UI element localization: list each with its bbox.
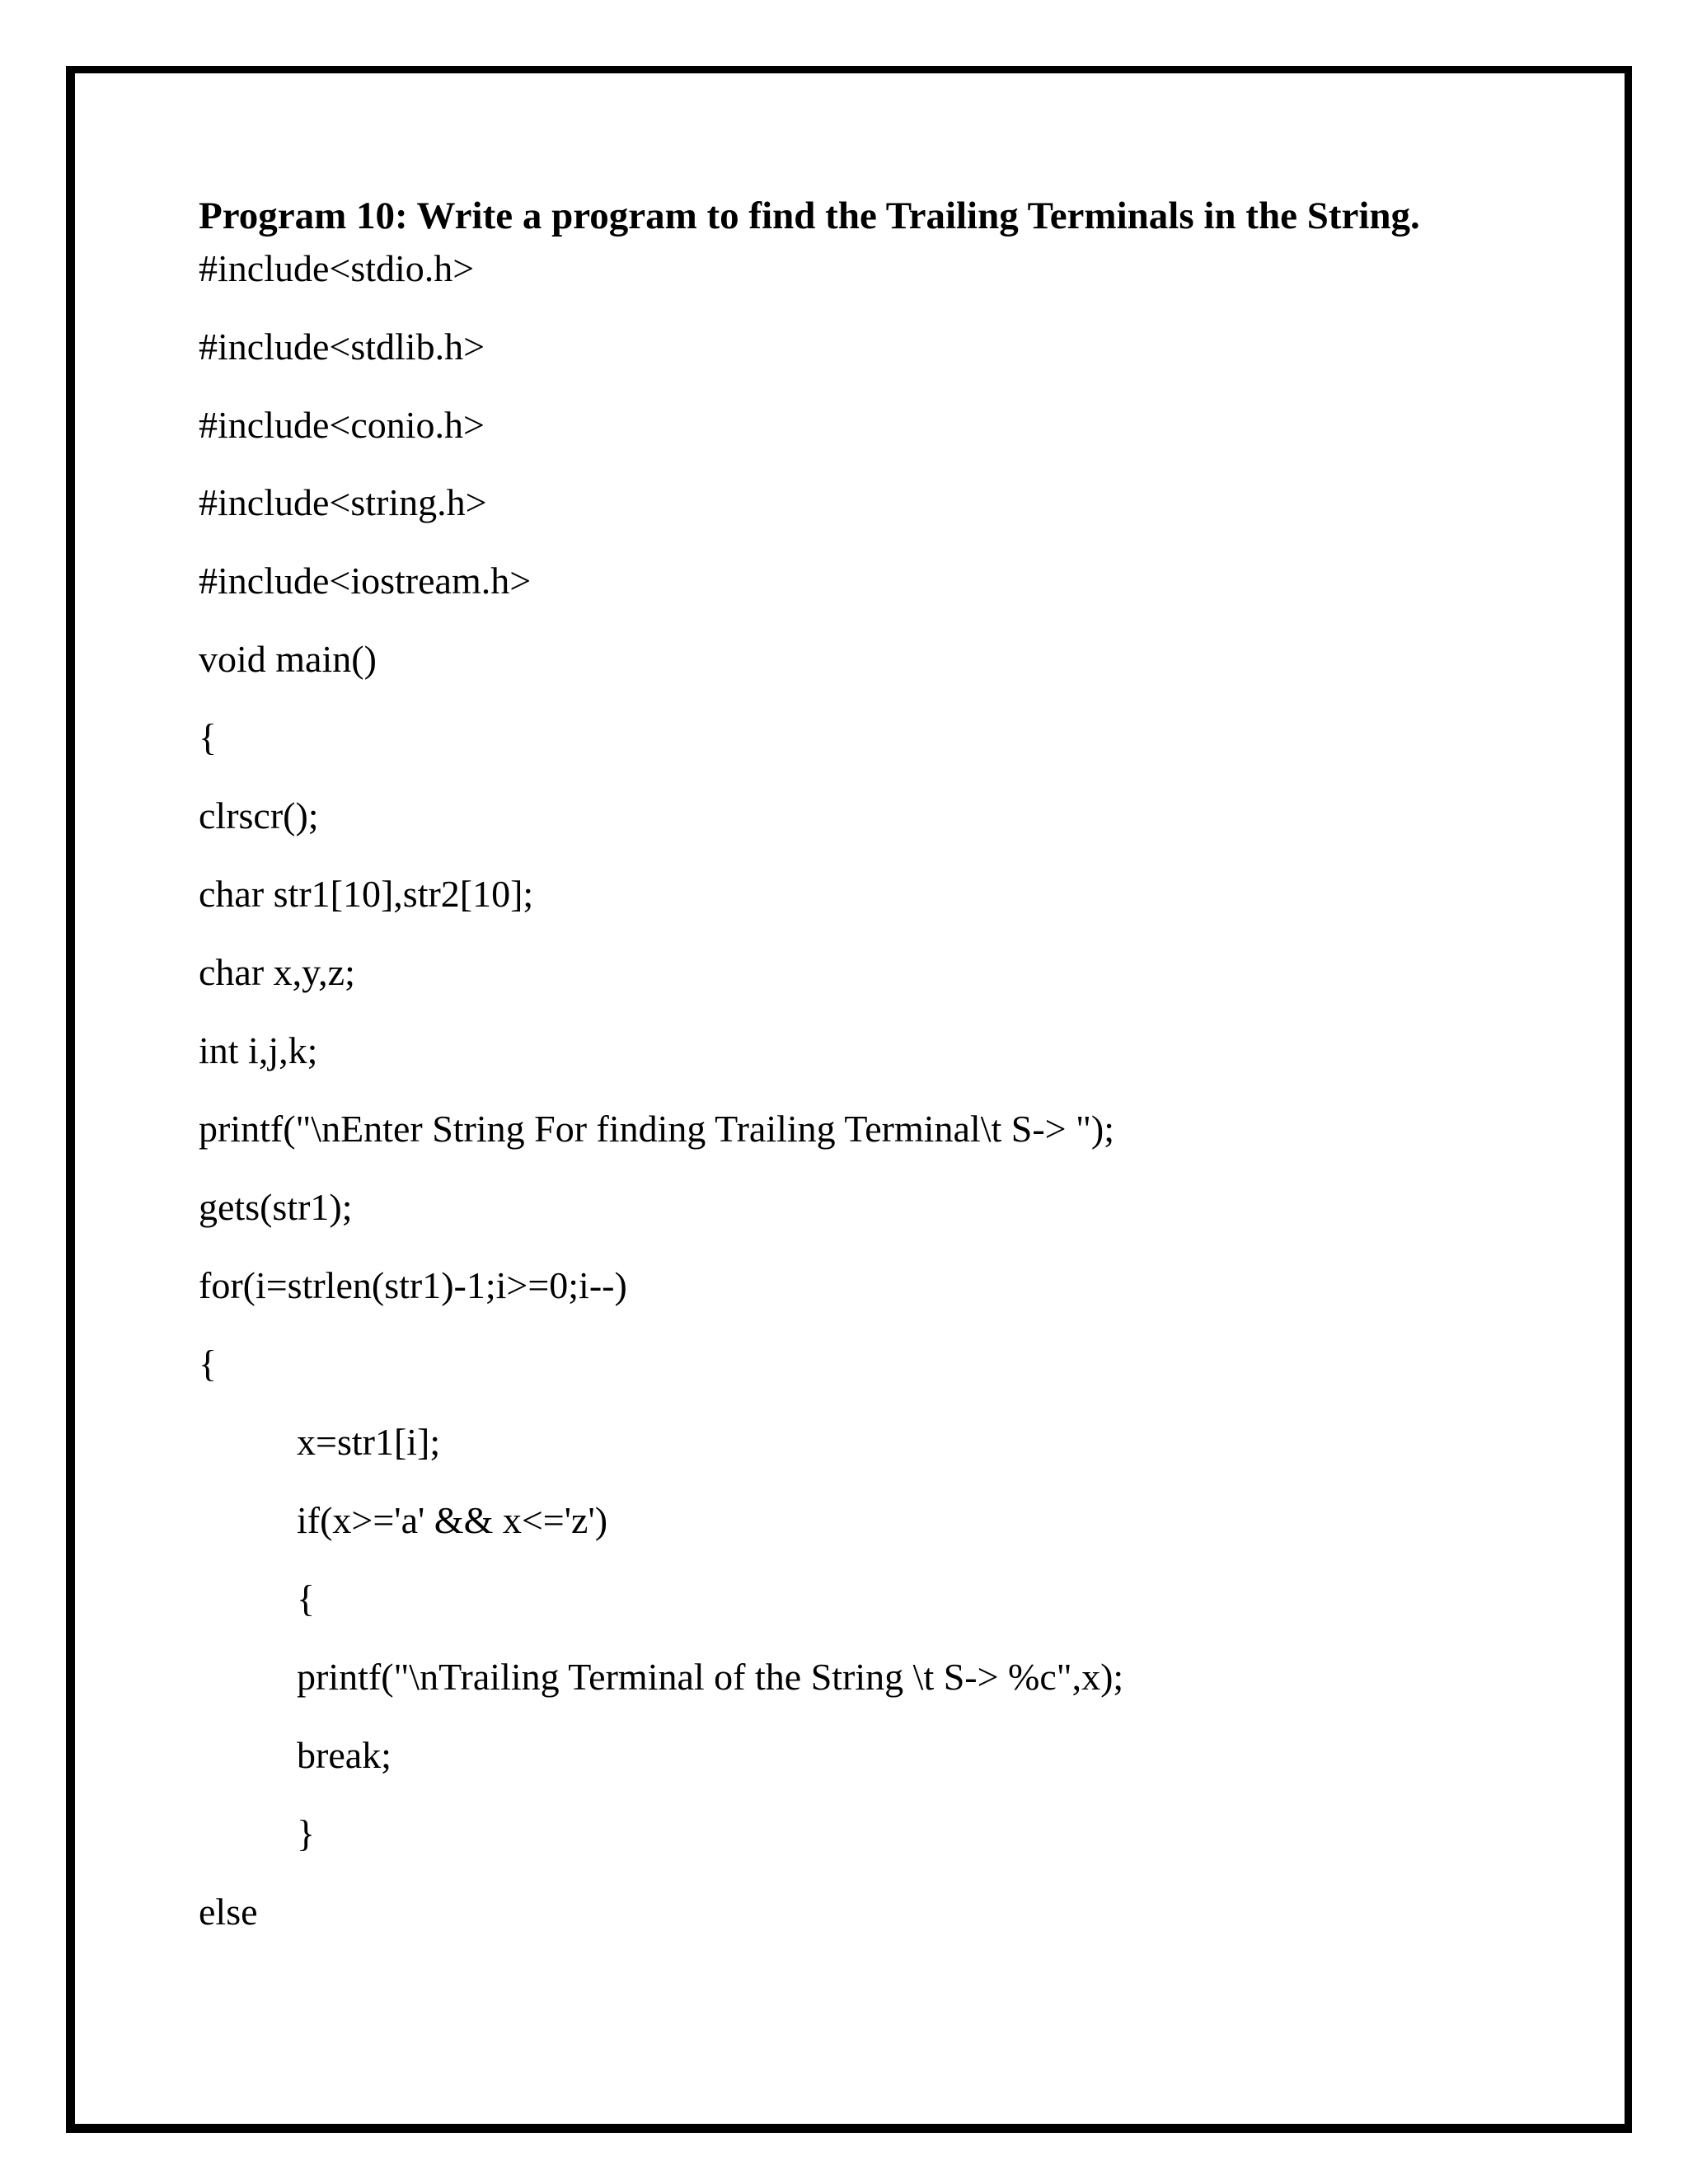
code-line-char-arrays: char str1[10],str2[10]; xyxy=(199,873,534,915)
code-line-include-conio: #include<conio.h> xyxy=(199,404,485,446)
code-line-int-vars: int i,j,k; xyxy=(199,1029,318,1071)
code-line-if-close-brace: } xyxy=(297,1812,316,1854)
code-line-gets: gets(str1); xyxy=(199,1186,353,1228)
code-line-for-loop: for(i=strlen(str1)-1;i>=0;i--) xyxy=(199,1264,627,1306)
code-line-open-brace: { xyxy=(199,716,218,758)
code-line-printf-result: printf("\nTrailing Terminal of the String \t S-> %c",x); xyxy=(297,1656,1124,1698)
code-line-break: break; xyxy=(297,1734,392,1776)
program-title: Program 10: Write a program to find the Trailing Terminals in the String. xyxy=(199,194,1420,237)
code-line-else: else xyxy=(199,1891,258,1933)
code-line-if-condition: if(x>='a' && x<='z') xyxy=(297,1499,608,1541)
code-line-assign-x: x=str1[i]; xyxy=(297,1421,441,1463)
code-line-printf-prompt: printf("\nEnter String For finding Trailing Terminal\t S-> "); xyxy=(199,1108,1114,1150)
code-line-include-stdio: #include<stdio.h> xyxy=(199,247,475,289)
code-line-char-vars: char x,y,z; xyxy=(199,951,355,993)
code-line-include-iostream: #include<iostream.h> xyxy=(199,560,532,602)
code-line-if-open-brace: { xyxy=(297,1577,316,1619)
code-line-include-stdlib: #include<stdlib.h> xyxy=(199,326,485,368)
code-line-for-open-brace: { xyxy=(199,1343,218,1385)
code-line-include-string: #include<string.h> xyxy=(199,481,487,523)
code-line-clrscr: clrscr(); xyxy=(199,794,319,837)
code-line-void-main: void main() xyxy=(199,638,377,680)
